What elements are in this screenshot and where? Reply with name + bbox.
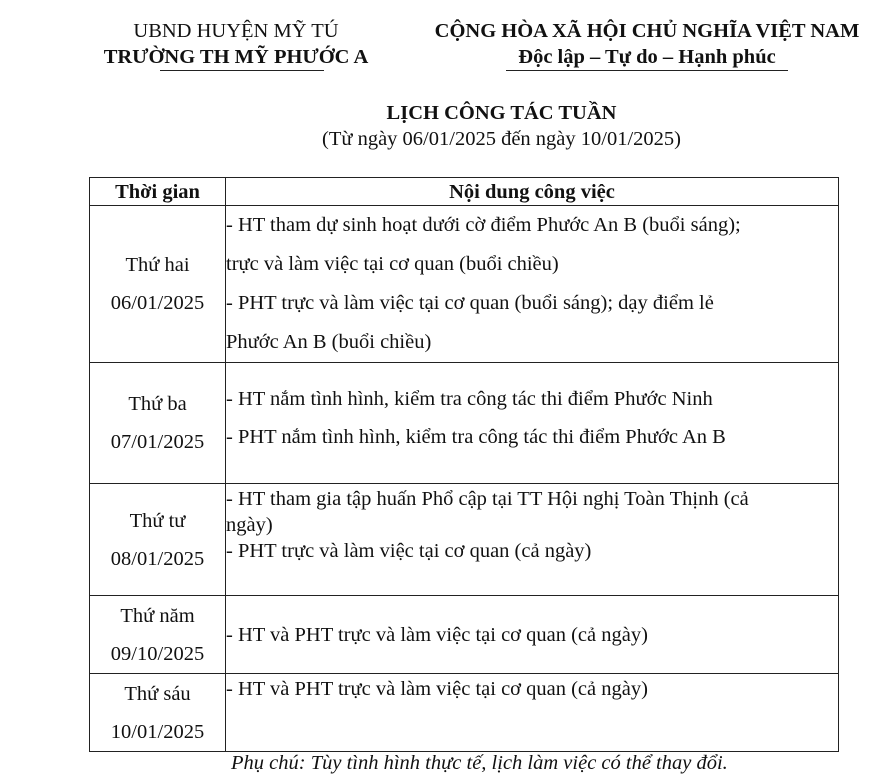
authority-underline: [160, 70, 324, 71]
time-cell: [90, 674, 226, 752]
footnote: Phụ chú: Tùy tình hình thực tế, lịch làm việc có thể thay đổi.: [231, 752, 728, 774]
task-line: - PHT trực và làm việc tại cơ quan (cả ngày): [226, 540, 592, 562]
date-label: 10/01/2025: [110, 720, 205, 743]
table-row: [90, 484, 839, 596]
time-cell: [90, 363, 226, 484]
day-label: Thứ ba: [128, 393, 187, 415]
content-cell: [226, 484, 839, 596]
table-row: [90, 674, 839, 752]
content-cell: [226, 363, 839, 484]
national-heading: [412, 18, 882, 70]
title-block: [0, 101, 883, 152]
date-range: (Từ ngày 06/01/2025 đến ngày 10/01/2025): [322, 128, 681, 150]
task-line: - HT tham dự sinh hoạt dưới cờ điểm Phước An B (buổi sáng);: [226, 214, 741, 236]
day-label: Thứ năm: [120, 604, 195, 627]
task-line: - HT nắm tình hình, kiểm tra công tác thi điểm Phước Ninh: [226, 388, 713, 410]
content-cell: [226, 596, 839, 674]
table-row: [90, 363, 839, 484]
content-cell: [226, 206, 839, 363]
time-cell: [90, 596, 226, 674]
document-title: LỊCH CÔNG TÁC TUẦN: [386, 102, 617, 124]
date-label: 09/10/2025: [110, 642, 205, 665]
task-line: - HT và PHT trực và làm việc tại cơ quan (cả ngày): [226, 623, 648, 646]
table-header-row: [90, 178, 839, 206]
country-name: CỘNG HÒA XÃ HỘI CHỦ NGHĨA VIỆT NAM: [434, 20, 860, 42]
task-line: trực và làm việc tại cơ quan (buổi chiều): [226, 253, 559, 275]
day-label: Thứ sáu: [124, 682, 191, 705]
national-motto: Độc lập – Tự do – Hạnh phúc: [518, 46, 776, 68]
task-line: - PHT trực và làm việc tại cơ quan (buổi sáng); dạy điểm lẻ: [226, 292, 714, 314]
task-line: - HT tham gia tập huấn Phổ cập tại TT Hội nghị Toàn Thịnh (cả: [226, 488, 749, 510]
issuing-authority: [86, 18, 386, 70]
task-line: ngày): [226, 514, 273, 536]
day-label: Thứ tư: [129, 509, 186, 532]
task-line: - PHT nắm tình hình, kiểm tra công tác thi điểm Phước An B: [226, 426, 726, 448]
content-cell: [226, 674, 839, 752]
schedule-table: [89, 177, 839, 752]
header-content: Nội dung công việc: [226, 178, 839, 206]
date-label: 06/01/2025: [110, 292, 205, 314]
task-line: - HT và PHT trực và làm việc tại cơ quan (cả ngày): [226, 678, 648, 700]
date-label: 07/01/2025: [110, 431, 205, 453]
table-row: [90, 596, 839, 674]
date-label: 08/01/2025: [110, 547, 205, 570]
day-label: Thứ hai: [125, 254, 190, 276]
time-cell: [90, 484, 226, 596]
authority-district: UBND HUYỆN MỸ TÚ: [133, 20, 339, 42]
header-time: Thời gian: [90, 178, 226, 206]
table-row: [90, 206, 839, 363]
time-cell: [90, 206, 226, 363]
task-line: Phước An B (buổi chiều): [226, 331, 432, 353]
motto-underline: [506, 70, 788, 71]
authority-school: TRƯỜNG TH MỸ PHƯỚC A: [103, 46, 369, 68]
